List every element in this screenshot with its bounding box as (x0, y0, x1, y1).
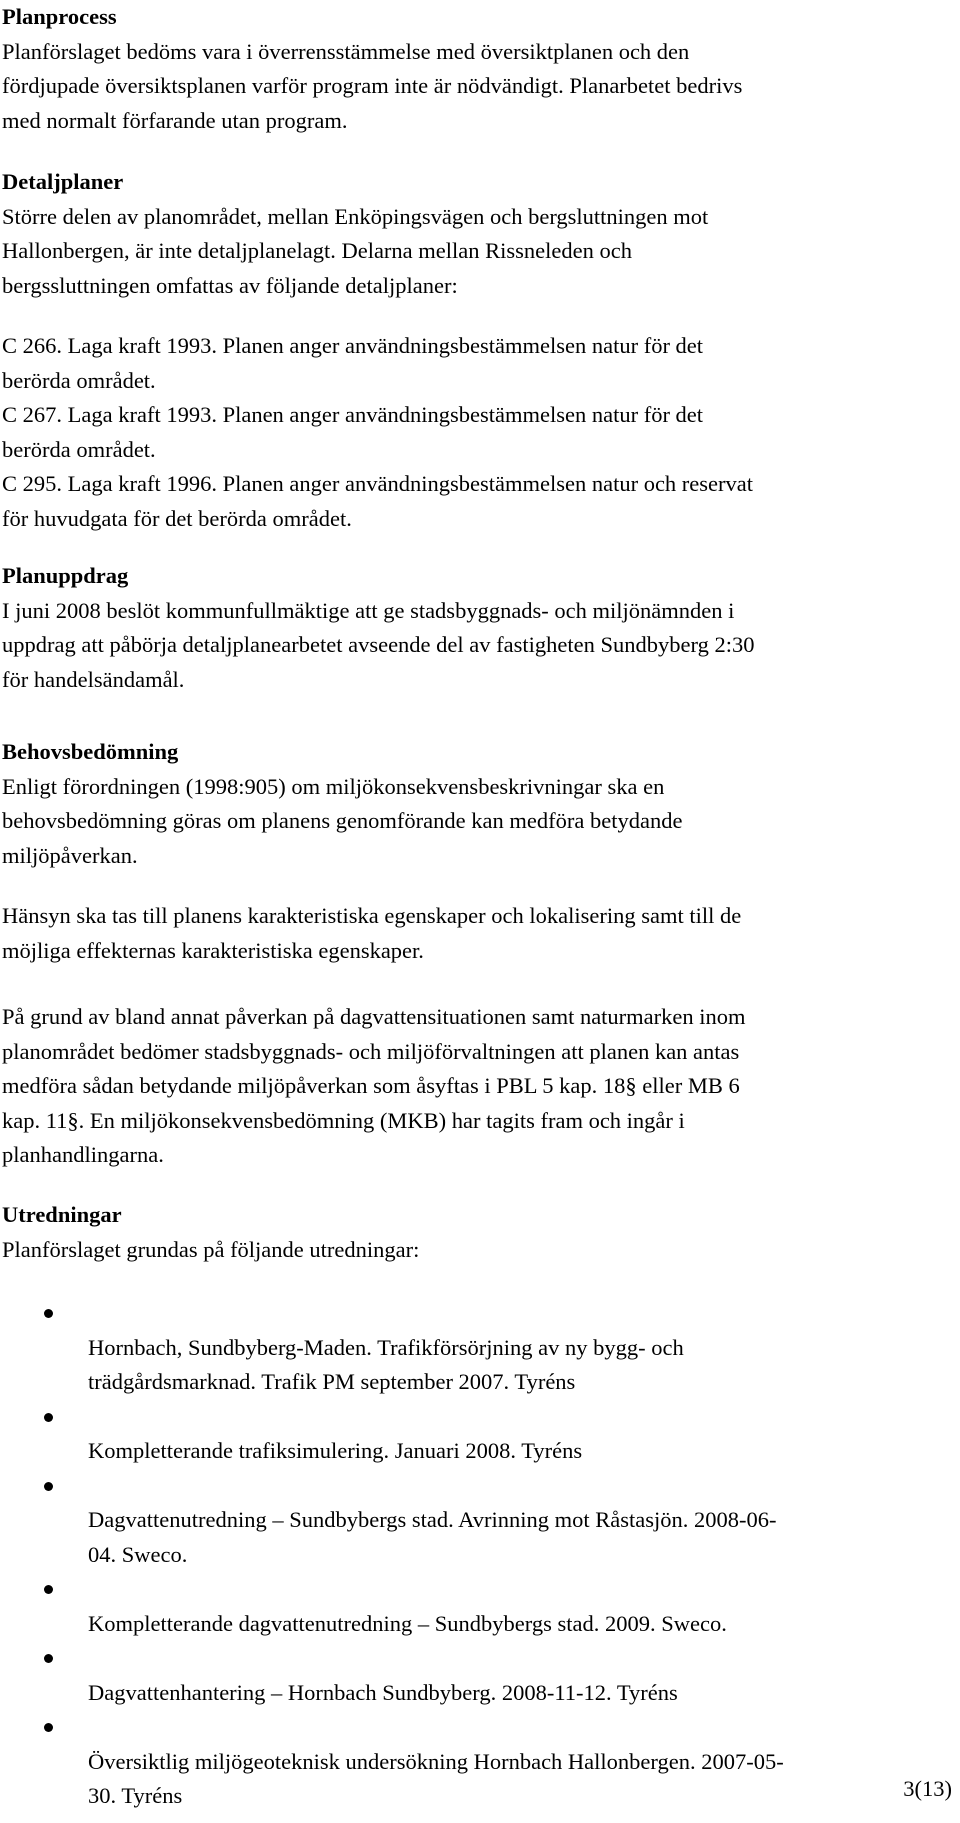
detaljplan-item: C 295. Laga kraft 1996. Planen anger användningsbestämmelsen natur och reservat för huvudgata för det berörda området. (2, 471, 754, 531)
section-text: Hänsyn ska tas till planens karakteristiska egenskaper och lokalisering samt till de möjliga effekternas karakteristiska egenskaper. (2, 903, 742, 963)
bullet-icon (44, 1413, 53, 1422)
detaljplan-item: C 267. Laga kraft 1993. Planen anger användningsbestämmelsen natur för det berörda området. (2, 402, 704, 462)
section-detaljplaner (2, 165, 952, 303)
behovsbedomning-paragraph (2, 1000, 952, 1173)
section-text: I juni 2008 beslöt kommunfullmäktige att ge stadsbyggnads- och miljönämnden i uppdrag att påbörja detaljplanearbetet avseende del av fastigheten Sundbyberg 2:30 för handelsändamål. (2, 597, 755, 692)
section-behovsbedomning (2, 735, 952, 873)
section-text: Planförslaget bedöms vara i överrensstämmelse med översiktplanen och den fördjupade översiktsplanen varför program inte är nödvändigt. Planarbetet bedrivs med normalt förfarande utan program. (2, 38, 743, 133)
section-planuppdrag (2, 559, 952, 697)
section-utredningar (2, 1198, 952, 1267)
list-item: Kompletterande trafiksimulering. Januari 2008. Tyréns (2, 1400, 952, 1469)
bullet-icon (44, 1585, 53, 1594)
page-number: 3(13) (903, 1776, 952, 1801)
section-heading: Detaljplaner (2, 169, 124, 194)
utredningar-list (2, 1296, 952, 1814)
list-item: Kompletterande dagvattenutredning – Sundbybergs stad. 2009. Sweco. (2, 1572, 952, 1641)
detaljplan-item: C 266. Laga kraft 1993. Planen anger användningsbestämmelsen natur för det berörda området. (2, 333, 704, 393)
bullet-icon (44, 1309, 53, 1318)
section-text: Planförslaget grundas på följande utredningar: (2, 1236, 420, 1262)
bullet-icon (44, 1482, 53, 1491)
section-planprocess (2, 0, 952, 138)
section-heading: Planuppdrag (2, 563, 129, 588)
bullet-icon (44, 1654, 53, 1663)
list-item: Översiktlig miljögeoteknisk undersökning Hornbach Hallonbergen. 2007-05- 30. Tyréns (2, 1710, 952, 1814)
detaljplan-list (2, 329, 952, 536)
section-text: På grund av bland annat påverkan på dagvattensituationen samt naturmarken inom planområdet bedömer stadsbyggnads- och miljöförvaltningen att planen kan antas medföra sådan betydande miljöpåverkan som åsyftas i PBL 5 kap. 18§ eller MB 6 kap. 11§. En miljökonsekvensbedömning (MKB) har tagits fram och ingår i planhandlingarna. (2, 1004, 746, 1167)
list-item: Dagvattenhantering – Hornbach Sundbyberg. 2008-11-12. Tyréns (2, 1641, 952, 1710)
section-heading: Behovsbedömning (2, 739, 179, 764)
section-heading: Planprocess (2, 4, 117, 29)
section-heading: Utredningar (2, 1202, 122, 1227)
list-item: Hornbach, Sundbyberg-Maden. Trafikförsörjning av ny bygg- och trädgårdsmarknad. Trafik PM september 2007. Tyréns (2, 1296, 952, 1400)
list-item: Dagvattenutredning – Sundbybergs stad. Avrinning mot Råstasjön. 2008-06- 04. Sweco. (2, 1469, 952, 1573)
section-text: Enligt förordningen (1998:905) om miljökonsekvensbeskrivningar ska en behovsbedömning göras om planens genomförande kan medföra betydande miljöpåverkan. (2, 773, 683, 868)
bullet-icon (44, 1723, 53, 1732)
behovsbedomning-paragraph (2, 899, 952, 968)
section-text: Större delen av planområdet, mellan Enköpingsvägen och bergsluttningen mot Hallonbergen, är inte detaljplanelagt. Delarna mellan Rissneleden och bergssluttningen omfattas av följande detaljplaner: (2, 203, 709, 298)
